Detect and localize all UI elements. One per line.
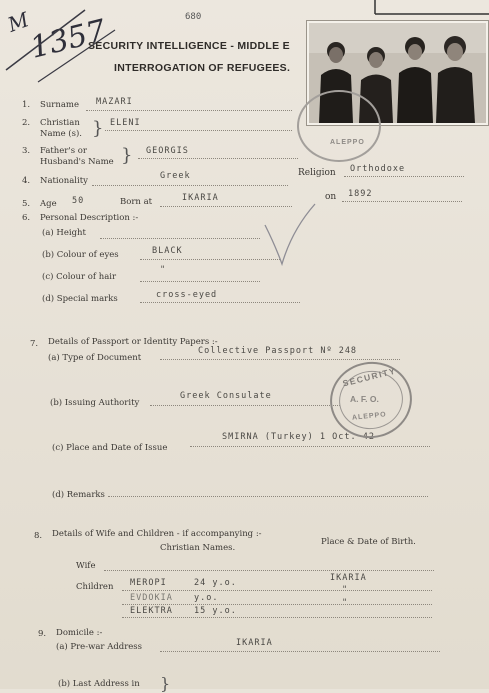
religion-label: Religion	[298, 168, 336, 178]
personal-description-title: Personal Description :-	[40, 213, 139, 223]
handwritten-mark: M	[4, 7, 32, 37]
eyes-value: BLACK	[152, 246, 183, 256]
birth-col: Place & Date of Birth.	[321, 537, 416, 547]
christian-name-line	[105, 130, 292, 131]
fathers-name-line	[138, 158, 298, 159]
eyes-label: (b) Colour of eyes	[42, 250, 119, 260]
pencil-check-mark	[260, 200, 320, 270]
born-on-value: 1892	[348, 189, 373, 199]
born-on-label: on	[325, 192, 337, 202]
field-num-3: 3.	[22, 146, 31, 156]
corner-frame-line	[370, 0, 489, 22]
child-2-age: y.o.	[194, 593, 219, 603]
born-at-value: IKARIA	[182, 193, 219, 203]
surname-label: Surname	[40, 100, 79, 110]
prewar-address-label: (a) Pre-war Address	[56, 642, 143, 652]
hair-line	[140, 281, 260, 282]
prewar-address-line	[160, 651, 440, 652]
form-title-line1: SECURITY INTELLIGENCE - MIDDLE E	[88, 40, 290, 52]
prewar-address-value: IKARIA	[236, 638, 273, 648]
child-3-age: 15 y.o.	[194, 606, 237, 616]
doc-type-value: Collective Passport Nº 248	[198, 346, 358, 356]
bracket-9b: }	[160, 674, 171, 693]
child-1-age: 24 y.o.	[194, 578, 237, 588]
handwritten-number: 1357	[26, 13, 110, 66]
passport-title: Details of Passport or Identity Papers :-	[48, 337, 218, 347]
religion-line	[344, 176, 464, 177]
remarks-line	[108, 496, 428, 497]
surname-value: MAZARI	[96, 97, 133, 107]
bracket-2: }	[92, 118, 104, 139]
form-title-line2: INTERROGATION OF REFUGEES.	[114, 62, 291, 74]
place-date-issue-line	[190, 446, 430, 447]
born-on-line	[342, 201, 462, 202]
nationality-label: Nationality	[40, 176, 88, 186]
place-date-issue-value: SMIRNA (Turkey) 1 Oct. 42	[222, 432, 375, 442]
aleppo-stamp-upper	[297, 90, 381, 162]
christian-name-value: ELENI	[110, 118, 141, 128]
field-num-9: 9.	[38, 629, 47, 639]
special-marks-label: (d) Special marks	[42, 294, 118, 304]
field-num-2: 2.	[22, 118, 31, 128]
field-num-8: 8.	[34, 531, 43, 541]
height-label: (a) Height	[42, 228, 86, 238]
child-2-line	[122, 604, 432, 605]
place-date-issue-label: (c) Place and Date of Issue	[52, 443, 168, 453]
field-num-5: 5.	[22, 199, 31, 209]
aleppo-stamp-upper-text: ALEPPO	[330, 139, 365, 146]
field-num-4: 4.	[22, 176, 31, 186]
special-marks-line	[140, 302, 300, 303]
page-number: 680	[185, 12, 202, 22]
security-stamp-bottom: ALEPPO	[351, 411, 388, 422]
child-1-name: MEROPI	[130, 578, 167, 588]
security-stamp-mid: A. F. O.	[350, 394, 379, 404]
issuing-authority-value: Greek Consulate	[180, 391, 272, 401]
wife-label: Wife	[76, 561, 96, 571]
child-1-birth: IKARIA	[330, 573, 367, 583]
domicile-title: Domicile :-	[56, 628, 103, 638]
surname-line	[86, 110, 292, 111]
nationality-value: Greek	[160, 171, 191, 181]
wife-line	[104, 570, 434, 571]
age-label: Age	[40, 199, 57, 209]
height-line	[100, 238, 260, 239]
issuing-authority-label: (b) Issuing Authority	[50, 398, 140, 408]
nationality-line	[92, 185, 288, 186]
security-stamp-top: SECURITY	[341, 365, 398, 389]
child-3-birth: "	[342, 598, 349, 608]
doc-type-label: (a) Type of Document	[48, 353, 142, 363]
child-1-line	[122, 590, 432, 591]
bracket-3: }	[121, 145, 133, 166]
remarks-label: (d) Remarks	[52, 490, 105, 500]
christian-name-label: Christian Name (s).	[40, 118, 82, 139]
field-num-7: 7.	[30, 339, 39, 349]
hair-value: "	[160, 265, 167, 275]
fathers-name-value: GEORGIS	[146, 146, 189, 156]
doc-type-line	[160, 359, 400, 360]
family-title: Details of Wife and Children - if accompanying :-	[52, 529, 262, 539]
field-num-1: 1.	[22, 100, 31, 110]
issuing-authority-line	[150, 405, 340, 406]
child-3-line	[122, 617, 432, 618]
children-label: Children	[76, 582, 114, 592]
special-marks-value: cross-eyed	[156, 290, 218, 300]
child-2-name: EVDOKIA	[130, 593, 173, 603]
child-2-birth: "	[342, 585, 349, 595]
eyes-line	[140, 259, 280, 260]
hair-label: (c) Colour of hair	[42, 272, 117, 282]
born-at-label: Born at	[120, 197, 153, 207]
age-value: 50	[72, 196, 85, 206]
last-address-label: (b) Last Address in	[58, 679, 140, 689]
field-num-6: 6.	[22, 213, 31, 223]
christian-names-col: Christian Names.	[160, 543, 236, 553]
fathers-name-label: Father's or Husband's Name	[40, 146, 114, 167]
child-3-name: ELEKTRA	[130, 606, 173, 616]
religion-value: Orthodoxe	[350, 164, 406, 174]
